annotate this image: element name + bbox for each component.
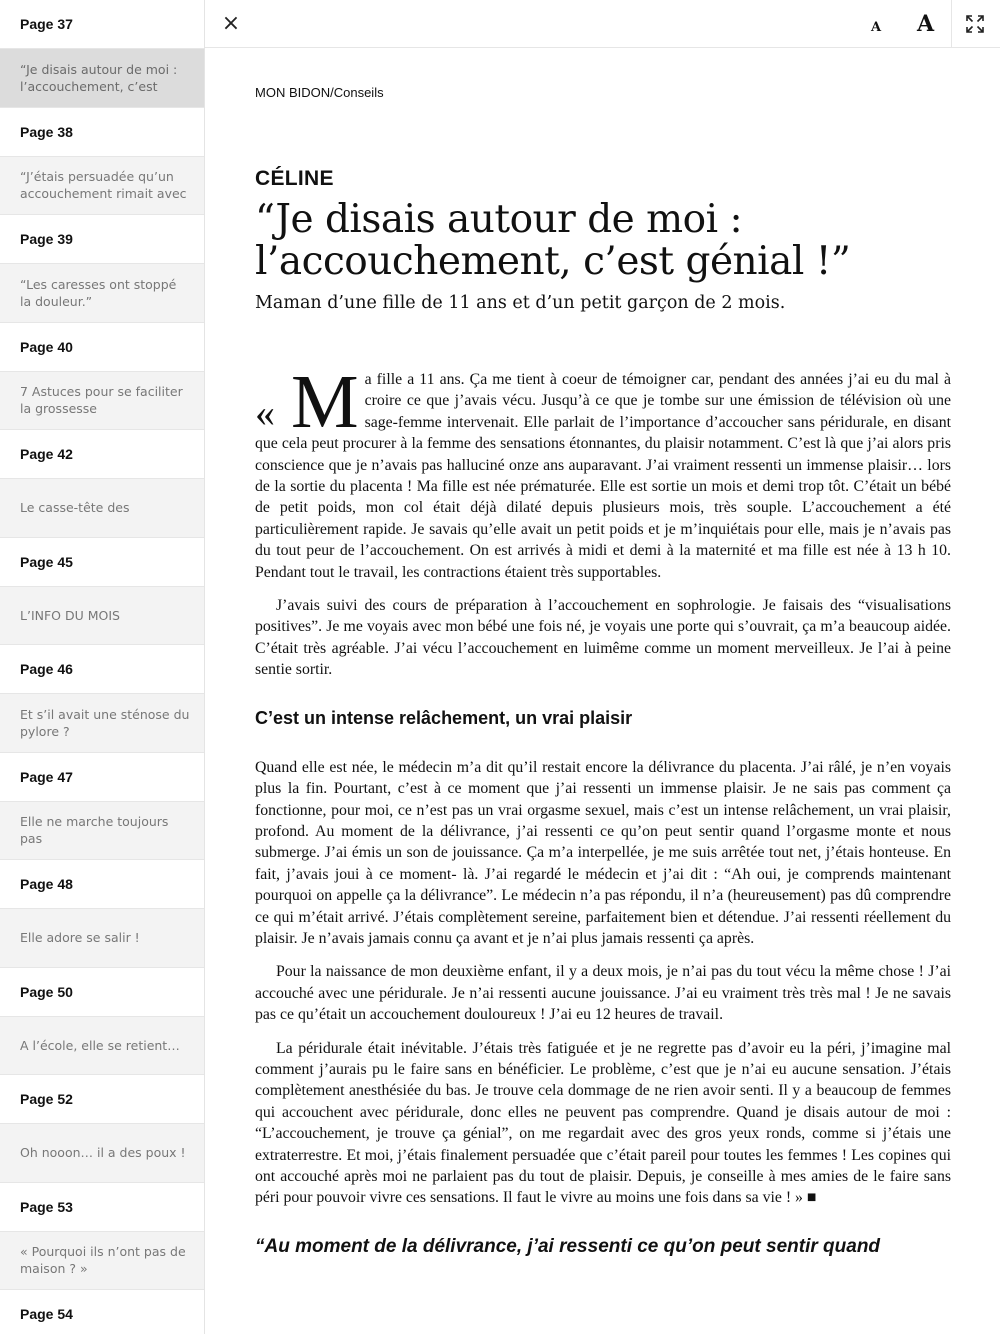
toc-article-label: Et s’il avait une sténose du pylore ? bbox=[20, 706, 190, 739]
toc-page-heading[interactable]: Page 37 bbox=[0, 0, 204, 48]
toc-article-item[interactable] bbox=[0, 1231, 204, 1291]
body-paragraph-1 bbox=[255, 360, 951, 583]
table-of-contents-sidebar bbox=[0, 0, 205, 1334]
toolbar-divider bbox=[951, 0, 952, 48]
toc-page-heading[interactable]: Page 39 bbox=[0, 215, 204, 263]
close-icon[interactable]: × bbox=[221, 11, 241, 36]
toc-article-item[interactable] bbox=[0, 156, 204, 216]
drop-cap bbox=[255, 360, 359, 444]
toc-page-heading[interactable]: Page 54 bbox=[0, 1290, 204, 1334]
toc-page-heading[interactable]: Page 52 bbox=[0, 1075, 204, 1123]
toc-article-label: A l’école, elle se retient… bbox=[20, 1037, 180, 1053]
fullscreen-icon[interactable] bbox=[965, 14, 985, 34]
toc-article-item[interactable] bbox=[0, 263, 204, 323]
toc-article-label: Oh nooon… il a des poux ! bbox=[20, 1145, 186, 1161]
toc-page-heading[interactable]: Page 45 bbox=[0, 538, 204, 586]
toc-page-heading[interactable]: Page 40 bbox=[0, 323, 204, 371]
increase-font-size-button[interactable]: A bbox=[917, 11, 935, 37]
body-paragraph-1-text: a fille a 11 ans. Ça me tient à coeur de témoigner car, pendant des années j’ai eu du mal à croire ce que j’avais vécu. Jusqu’à ce que je tombe sur une émission de télévision où une sage-femme intervenait. Elle parlait de l’importance d’accoucher sans péridurale, en disant que cela peut procurer à la femme des sensations étonnantes, du plaisir notamment. C’est là que j’ai alors pris conscience que je n’avais pas halluciné onze ans auparavant. J’ai vraiment ressenti un immense plaisir… lors de la sortie du placenta ! Ma fille est née prématurée. Elle est sortie un mois et demi trop tôt. C’était un bébé de petit poids, mon col était déjà dilaté depuis plusieurs mois, très souple. L’accouchement a été particulièrement rapide. Je savais qu’elle avait un petit poids et je m’inquiétais pour elle, mais je n’avais pas du tout peur de l’accouchement. On est arrivés à midi et demi à la maternité et ma fille est née à 13 h 10. Pendant tout le travail, les contractions étaient très supportables. bbox=[255, 371, 951, 581]
drop-cap-letter: M bbox=[291, 360, 359, 444]
toc-article-item[interactable] bbox=[0, 371, 204, 431]
toc-article-item[interactable] bbox=[0, 48, 204, 108]
toc-article-label: “J’étais persuadée qu’un accouchement rimait avec bbox=[20, 169, 187, 202]
toc-page-heading[interactable]: Page 47 bbox=[0, 753, 204, 801]
article-content bbox=[255, 48, 951, 1258]
body-paragraph-5: La péridurale était inévitable. J’étais très fatiguée et je ne regrette pas d’avoir eu la péri, j’imagine mal comment j’aurais pu le faire sans en bénéficier. Le problème, c’est que je n’ai eu aucune sensation. J’étais complètement anesthésiée du bas. Je trouve cela dommage de ne rien avoir senti. Il y a beaucoup de femmes qui accouchent avec péridurale, donc elles ne peuvent pas comprendre. Quand je disais autour de moi : “L’accouchement, je trouve ça génial”, on me regardait avec des gros yeux ronds, comme si j’étais une extraterrestre. Et moi, j’étais finalement persuadée que c’était pareil pour toutes les femmes ! Les copines qui ont accouché après moi ne parlaient pas du tout de plaisir. Depuis, je conseille à mes amies de le faire sans péri pour pouvoir vivre ces sensations. Il faut le vivre au moins une fois dans sa vie ! » ■ bbox=[255, 1039, 951, 1207]
pull-quote: “Au moment de la délivrance, j’ai ressenti ce qu’on peut sentir quand bbox=[255, 1235, 881, 1257]
body-paragraph-4: Pour la naissance de mon deuxième enfant, il y a deux mois, je n’ai pas du tout vécu la même chose ! J’ai accouché avec une péridurale. Je n’ai ressenti aucune jouissance. J’ai eu vraiment très très mal ! Je ne savais pas ce qu’était un accouchement douloureux ! J’ai eu 12 heures de travail. bbox=[255, 963, 951, 1024]
toc-page-heading[interactable]: Page 48 bbox=[0, 860, 204, 908]
toc-page-heading[interactable]: Page 46 bbox=[0, 645, 204, 693]
toc-article-item[interactable] bbox=[0, 586, 204, 646]
drop-cap-quote: « bbox=[255, 390, 275, 435]
decrease-font-size-button[interactable]: A bbox=[871, 20, 882, 35]
toc-page-heading[interactable]: Page 42 bbox=[0, 430, 204, 478]
toc-article-label: Le casse-tête des bbox=[20, 500, 130, 516]
reader-toolbar bbox=[205, 0, 1000, 48]
toc-article-item[interactable] bbox=[0, 1123, 204, 1183]
toc-article-item[interactable] bbox=[0, 693, 204, 753]
article-subtitle: Maman d’une fille de 11 ans et d’un petit garçon de 2 mois. bbox=[255, 293, 786, 313]
toc-page-heading[interactable]: Page 53 bbox=[0, 1183, 204, 1231]
article-subheading: C’est un intense relâchement, un vrai plaisir bbox=[255, 707, 633, 728]
toc-article-label: 7 Astuces pour se faciliter la grossesse bbox=[20, 384, 183, 417]
author-name: CÉLINE bbox=[255, 167, 334, 190]
toc-article-label: “Je disais autour de moi : l’accouchement, c’est bbox=[20, 61, 178, 94]
article-title: “Je disais autour de moi : l’accouchement, c’est génial !” bbox=[255, 197, 851, 284]
toc-article-item[interactable] bbox=[0, 1016, 204, 1076]
toc-article-label: Elle ne marche toujours pas bbox=[20, 814, 169, 847]
body-paragraph-2: J’avais suivi des cours de préparation à l’accouchement en sophrologie. Je faisais des “visualisations positives”. Je me voyais avec mon bébé une fois né, je voyais une porte qui s’ouvrait, ça m’a beaucoup aidée. C’était très agréable. J’ai vécu l’accouchement en luimême comme un moment merveilleux. Je l’ai à peine sentie sortir. bbox=[255, 597, 951, 679]
section-label: MON BIDON/Conseils bbox=[255, 85, 384, 100]
toc-article-label: « Pourquoi ils n’ont pas de maison ? » bbox=[20, 1244, 186, 1277]
body-paragraph-3: Quand elle est née, le médecin m’a dit qu’il restait encore la délivrance du placenta. J’ai râlé, je n’en voyais plus la fin. Pourtant, c’est à ce moment que j’ai ressenti un immense plaisir. Je ne sais pas comment ça fonctionne, pour moi, ce n’est pas un vrai orgasme sexuel, mais c’est un intense relâchement, un vrai plaisir, profond. Au moment de la délivrance, j’ai ressenti ce qu’on peut sentir quand l’orgasme monte et nous submerge. J’ai émis un son de jouissance. Ça m’a interpellée, je me suis arrêtée tout net, j’étais honteuse. En fait, j’avais joui à ce moment- là. J’ai regardé le médecin et j’ai dit : “Ah oui, je comprends maintenant pourquoi on appelle ça la délivrance”. Le médecin n’a pas répondu, il n’a (heureusement) pas dû comprendre ce qui m’était arrivé. J’étais complètement sereine, parfaitement bien et détendue. J’ai ressenti réellement du plaisir. Je n’avais jamais connu ça avant et je n’ai plus jamais ressenti ça après. bbox=[255, 758, 951, 947]
toc-page-heading[interactable]: Page 38 bbox=[0, 108, 204, 156]
toc-page-heading[interactable]: Page 50 bbox=[0, 968, 204, 1016]
toc-article-item[interactable] bbox=[0, 801, 204, 861]
toc-article-label: Elle adore se salir ! bbox=[20, 930, 140, 946]
toc-article-item[interactable] bbox=[0, 908, 204, 968]
toc-article-label: L’INFO DU MOIS bbox=[20, 607, 120, 623]
toc-article-item[interactable] bbox=[0, 478, 204, 538]
toc-article-label: “Les caresses ont stoppé la douleur.” bbox=[20, 276, 177, 309]
